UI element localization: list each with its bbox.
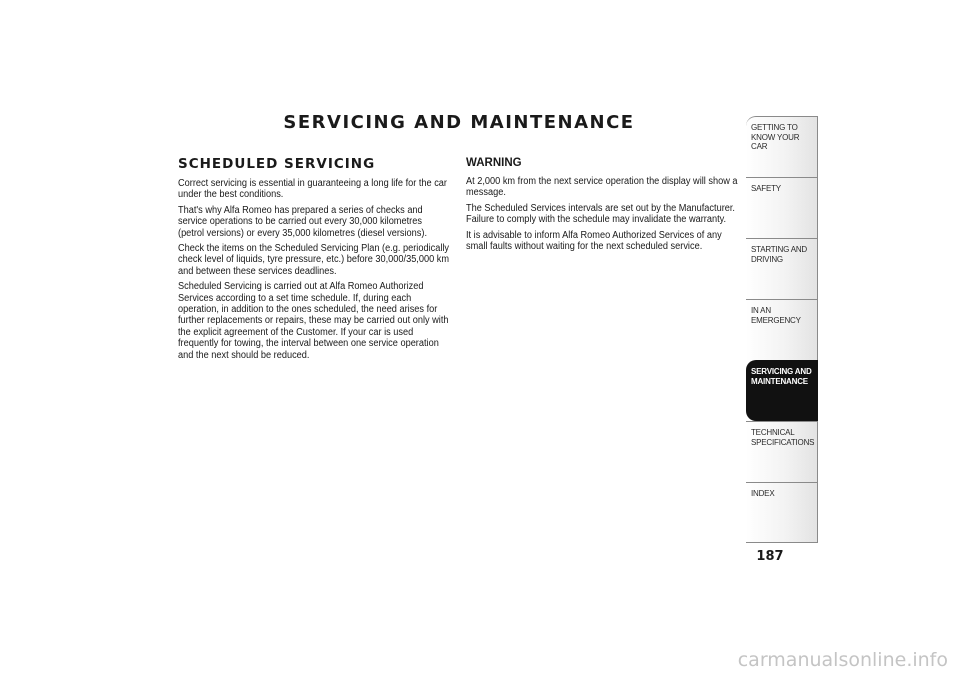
- paragraph: At 2,000 km from the next service operation the display will show a message.: [466, 176, 738, 199]
- page-number: 187: [756, 549, 784, 564]
- tab-in-an-emergency[interactable]: IN AN EMERGENCY: [746, 299, 818, 360]
- tab-getting-to-know-your-car[interactable]: GETTING TO KNOW YOUR CAR: [746, 116, 818, 177]
- section-heading: SCHEDULED SERVICING: [178, 156, 376, 172]
- tab-servicing-and-maintenance[interactable]: SERVICING AND MAINTENANCE: [746, 360, 818, 421]
- paragraph: Scheduled Servicing is carried out at Alfa Romeo Authorized Services according to a set time schedule. If, during each operation, in addition to the ones scheduled, the need arises for further replacements or repairs, these may be carried out only with the explicit agreement of the Customer. If your car is used frequently for towing, the interval between one service operation and the next should be reduced.: [178, 281, 449, 361]
- left-column: [178, 156, 450, 365]
- paragraph: Check the items on the Scheduled Servicing Plan (e.g. periodically check level of liquids, tyre pressure, etc.) before 30,000/35,000 km and between these services deadlines.: [178, 243, 450, 277]
- paragraph: That's why Alfa Romeo has prepared a series of checks and service operations to be carried out every 30,000 kilometres (petrol versions) or every 35,000 kilometres (diesel versions).: [178, 204, 428, 239]
- paragraph: Correct servicing is essential in guaranteeing a long life for the car under the best conditions.: [178, 178, 447, 201]
- watermark: carmanualsonline.info: [737, 649, 948, 671]
- page-title: SERVICING AND MAINTENANCE: [283, 112, 635, 133]
- warning-heading: WARNING: [466, 157, 522, 169]
- chapter-tabs: [746, 116, 818, 543]
- tab-safety[interactable]: SAFETY: [746, 177, 818, 238]
- tab-index[interactable]: INDEX: [746, 482, 818, 543]
- right-column: [466, 156, 738, 256]
- tab-technical-specifications[interactable]: TECHNICAL SPECIFICATIONS: [746, 421, 818, 482]
- tab-starting-and-driving[interactable]: STARTING AND DRIVING: [746, 238, 818, 299]
- paragraph: The Scheduled Services intervals are set out by the Manufacturer. Failure to comply with the schedule may invalidate the warranty.: [466, 202, 735, 226]
- paragraph: It is advisable to inform Alfa Romeo Authorized Services of any small faults without waiting for the next scheduled service.: [466, 229, 722, 253]
